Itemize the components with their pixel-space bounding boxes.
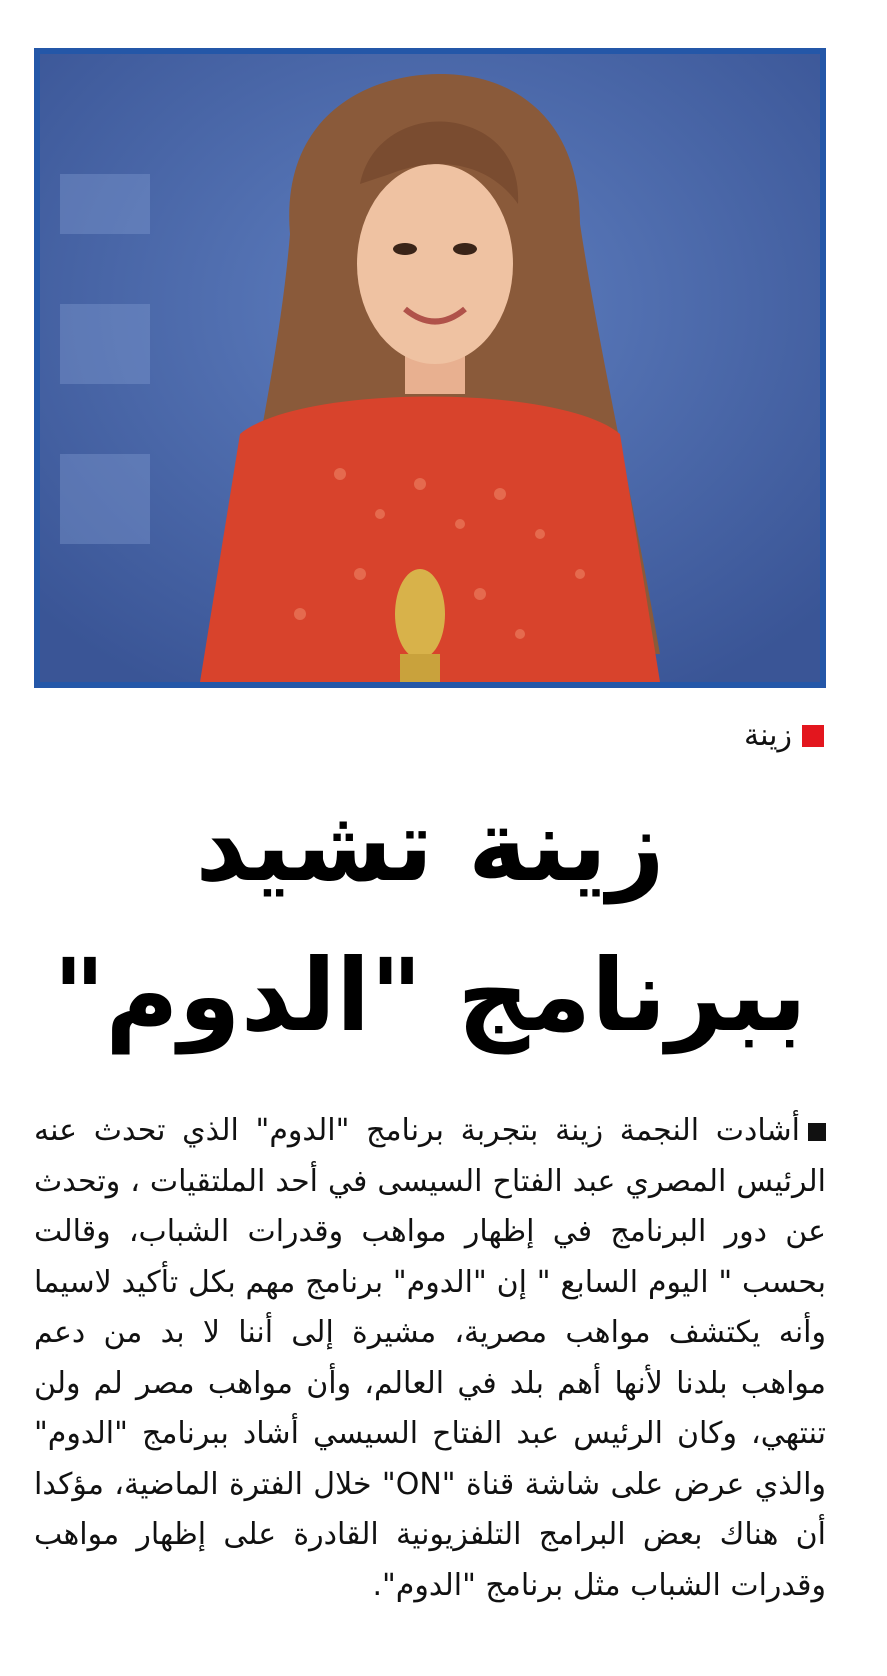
article-body — [34, 1106, 826, 1611]
article-text: أشادت النجمة زينة بتجربة برنامج "الدوم" الذي تحدث عنه الرئيس المصري عبد الفتاح السيسى في أحد الملتقيات ، وتحدث عن دور البرنامج في إظهار مواهب وقدرات الشباب، وقالت بحسب " اليوم السابع " إن "الدوم" برنامج مهم بكل تأكيد لاسيما وأنه يكتشف مواهب مصرية، مشيرة إلى أننا لا بد من دعم مواهب بلدنا لأنها أهم بلد في العالم، وأن مواهب مصر لم ولن تنتهي، وكان الرئيس عبد الفتاح السيسي أشاد ببرنامج "الدوم" والذي عرض على شاشة قناة "ON" خلال الفترة الماضية، مؤكدا أن هناك بعض البرامج التلفزيونية القادرة على إظهار مواهب وقدرات الشباب مثل برنامج "الدوم". — [34, 1113, 826, 1603]
caption-marker-square — [802, 725, 824, 747]
headline-line-2: ببرنامج "الدوم" — [53, 937, 807, 1054]
headline-line-1: زينة تشيد — [195, 787, 665, 904]
bullet-square-icon — [808, 1123, 826, 1141]
photo-caption — [744, 718, 824, 753]
article-photo — [34, 48, 826, 688]
portrait-illustration — [40, 54, 820, 682]
caption-text: زينة — [744, 718, 792, 753]
